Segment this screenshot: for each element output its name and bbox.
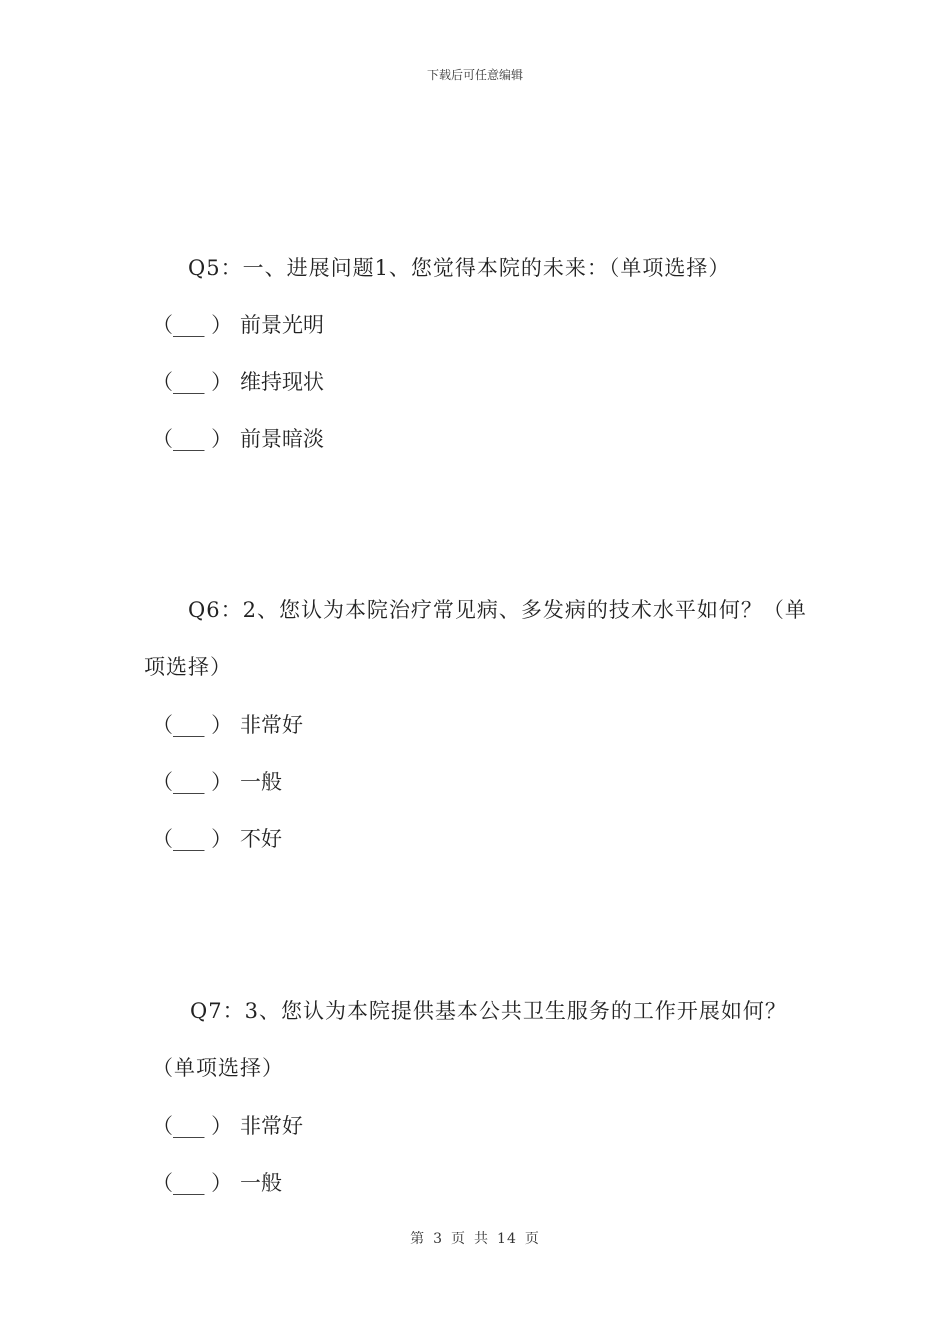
question-6-option-1[interactable] (152, 709, 303, 739)
question-5-option-1[interactable] (152, 309, 324, 339)
option-label: 前景光明 (240, 313, 324, 337)
answer-blank: （___ ） (152, 770, 233, 794)
option-label: 维持现状 (240, 370, 324, 394)
footer-prefix: 第 (410, 1231, 426, 1247)
option-label: 一般 (240, 770, 282, 794)
question-6-text-continued: 项选择） (144, 655, 232, 679)
option-label: 不好 (240, 827, 282, 851)
current-page-number: 3 (433, 1231, 444, 1247)
question-6-option-3[interactable] (152, 823, 282, 853)
total-page-number: 14 (497, 1231, 517, 1247)
option-label: 一般 (240, 1171, 282, 1195)
page-header: 下载后可任意编辑 (426, 68, 523, 82)
question-7-option-2[interactable] (152, 1167, 282, 1197)
question-7-text: Q7：3、您认为本院提供基本公共卫生服务的工作开展如何？ (190, 999, 787, 1023)
answer-blank: （___ ） (152, 713, 233, 737)
question-6-option-2[interactable] (152, 766, 282, 796)
answer-blank: （___ ） (152, 1114, 233, 1138)
question-7-text-continued: （单项选择） (152, 1056, 284, 1080)
footer-page-word: 页 (451, 1231, 467, 1247)
answer-blank: （___ ） (152, 370, 233, 394)
question-5-option-2[interactable] (152, 366, 324, 396)
answer-blank: （___ ） (152, 827, 233, 851)
question-5-option-3[interactable] (152, 423, 324, 453)
question-7-option-1[interactable] (152, 1110, 303, 1140)
option-label: 前景暗淡 (240, 427, 324, 451)
page-footer (0, 1228, 950, 1248)
footer-suffix: 页 (524, 1231, 540, 1247)
footer-total-word: 共 (474, 1231, 490, 1247)
option-label: 非常好 (240, 713, 303, 737)
answer-blank: （___ ） (152, 313, 233, 337)
answer-blank: （___ ） (152, 427, 233, 451)
answer-blank: （___ ） (152, 1171, 233, 1195)
option-label: 非常好 (240, 1114, 303, 1138)
question-6-text: Q6：2、您认为本院治疗常见病、多发病的技术水平如何？（单 (188, 598, 807, 622)
question-5-text: Q5：一、进展问题1、您觉得本院的未来：（单项选择） (188, 256, 731, 280)
